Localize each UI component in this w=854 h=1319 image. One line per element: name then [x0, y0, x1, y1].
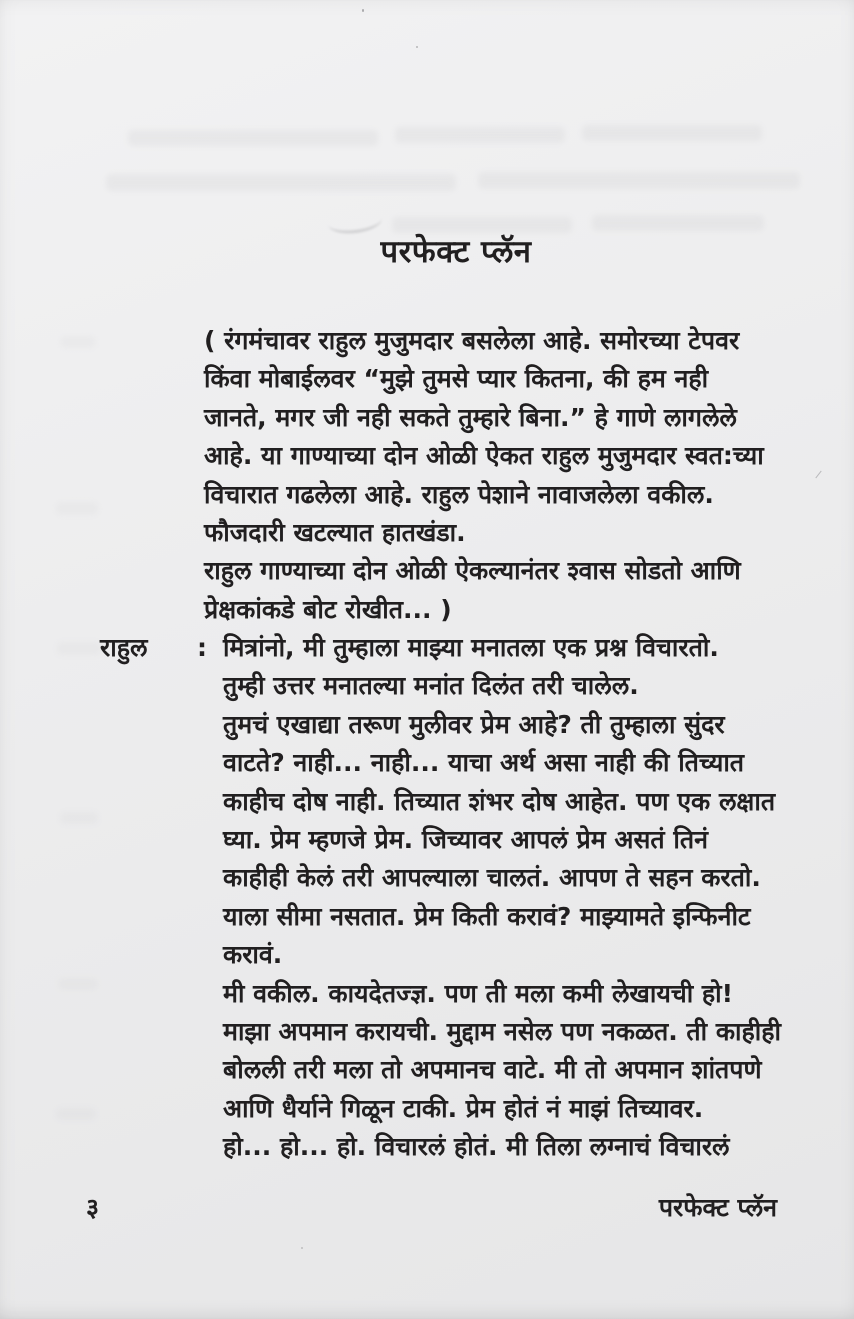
bleedthrough-ghost	[106, 174, 456, 191]
bleedthrough-ghost	[128, 130, 378, 146]
paper-speck	[301, 1247, 303, 1249]
bleedthrough-ghost	[395, 127, 565, 143]
speaker-colon: :	[197, 633, 207, 662]
text-line: माझा अपमान करायची. मुद्दाम नसेल पण नकळत. ती काहीही	[223, 1017, 781, 1047]
text-line: राहुल गाण्याच्या दोन ओळी ऐकल्यानंतर श्वास सोडतो आणि	[204, 556, 741, 586]
page-title: परफेक्ट प्लॅन	[380, 234, 532, 270]
page-footer	[0, 1190, 854, 1224]
text-line: हो... हो... हो. विचारलं होतं. मी तिला लग्नाचं विचारलं	[223, 1132, 730, 1162]
text-line: वाटते? नाही... नाही... याचा अर्थ असा नाही की तिच्यात	[223, 748, 745, 778]
bleedthrough-ghost	[60, 812, 98, 824]
text-line: फौजदारी खटल्यात हातखंडा.	[204, 518, 466, 548]
text-line: करावं.	[223, 940, 283, 970]
bleedthrough-ghost	[58, 978, 98, 990]
bleedthrough-ghost	[57, 642, 101, 655]
text-line: बोलली तरी मला तो अपमानच वाटे. मी तो अपमान शांतपणे	[223, 1055, 762, 1085]
text-line: विचारात गढलेला आहे. राहुल पेशाने नावाजलेला वकील.	[204, 479, 714, 509]
text-line: आणि धैर्याने गिळून टाकी. प्रेम होतं नं माझं तिच्यावर.	[223, 1093, 704, 1123]
paper-speck	[815, 471, 821, 479]
speaker-name: राहुल	[100, 633, 148, 662]
page-number: ३	[86, 1193, 100, 1222]
text-line: जानते, मगर जी नही सकते तुम्हारे बिना.” हे गाणे लागलेले	[204, 402, 737, 432]
text-line: काहीच दोष नाही. तिच्यात शंभर दोष आहेत. पण एक लक्षात	[223, 786, 776, 816]
text-line: मी वकील. कायदेतज्ज्ञ. पण ती मला कमी लेखायची हो!	[223, 978, 734, 1008]
dialogue-lines	[223, 629, 781, 1167]
stage-direction	[204, 322, 769, 629]
text-line: ( रंगमंचावर राहुल मुजुमदार बसलेला आहे. समोरच्या टेपवर	[204, 326, 740, 355]
bleedthrough-ghost	[56, 1108, 96, 1120]
bleedthrough-ghost	[478, 172, 800, 189]
paper-speck	[362, 9, 364, 12]
paper-speck	[416, 46, 418, 48]
text-line: काहीही केलं तरी आपल्याला चालतं. आपण ते सहन करतो.	[223, 863, 761, 893]
bleedthrough-ghost	[56, 502, 98, 515]
text-line: याला सीमा नसतात. प्रेम किती करावं? माझ्यामते इन्फिनीट	[223, 901, 751, 931]
bleedthrough-ghost	[582, 125, 762, 141]
running-title: परफेक्ट प्लॅन	[658, 1193, 777, 1222]
text-line: तुमचं एखाद्या तरूण मुलीवर प्रेम आहे? ती तुम्हाला सुंदर	[223, 709, 725, 739]
text-line: किंवा मोबाईलवर “मुझे तुमसे प्यार कितना, की हम नही	[204, 364, 709, 394]
text-line: आहे. या गाण्याच्या दोन ओळी ऐकत राहुल मुजुमदार स्वत:च्या	[204, 441, 764, 471]
bleedthrough-ghost	[60, 336, 96, 348]
text-line: मित्रांनो, मी तुम्हाला माझ्या मनातला एक प्रश्न विचारतो.	[223, 633, 719, 662]
text-line: तुम्ही उत्तर मनातल्या मनांत दिलंत तरी चालेल.	[223, 671, 639, 701]
bleedthrough-ghost	[592, 215, 764, 231]
bleedthrough-mark	[327, 207, 383, 236]
text-line: प्रेक्षकांकडे बोट रोखीत... )	[204, 594, 452, 624]
text-line: घ्या. प्रेम म्हणजे प्रेम. जिच्यावर आपलं प्रेम असतं तिनं	[223, 825, 708, 855]
